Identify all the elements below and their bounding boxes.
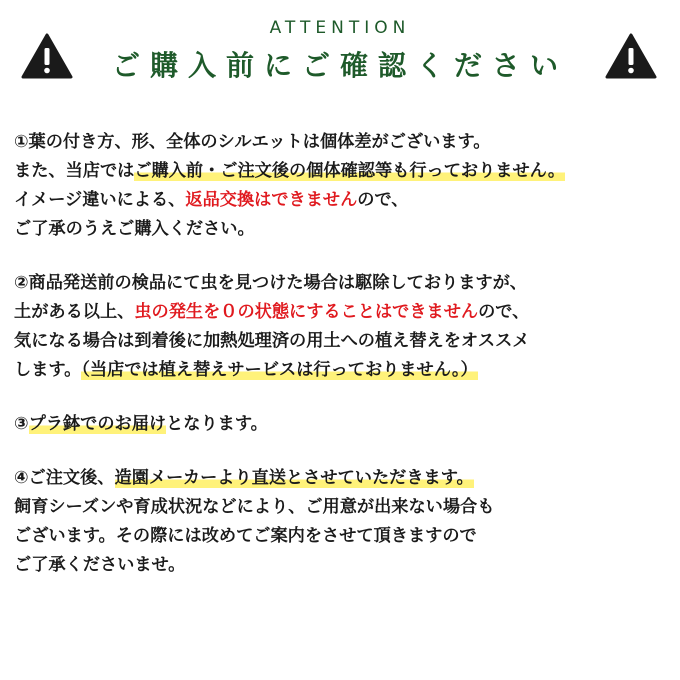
notice-content (14, 128, 670, 605)
notice-line (14, 551, 670, 580)
notice-line (14, 128, 670, 157)
attention-header (0, 0, 680, 100)
notice-section-1 (14, 128, 670, 244)
highlighted-text: でのお届け (80, 414, 167, 434)
notice-text: イメージ違いによる、 (14, 190, 186, 210)
notice-section-3 (14, 410, 670, 439)
notice-text: ④ご注文後、 (14, 468, 115, 488)
highlighted-text: （当店では植え替えサービスは行っておりません。） (81, 360, 478, 380)
notice-text: また、当店では (14, 161, 135, 181)
notice-line (14, 186, 670, 215)
red-warning-text: 虫の発生を０の状態にすることはできません (134, 302, 479, 322)
warning-icon (604, 32, 658, 80)
notice-text: 気になる場合は到着後に加熱処理済の用土への植え替えをオススメ (14, 331, 530, 351)
notice-text: ①葉の付き方、形、全体のシルエットは個体差がございます。 (14, 132, 491, 152)
notice-line (14, 215, 670, 244)
notice-text: ③ (14, 414, 29, 434)
notice-line (14, 157, 670, 186)
highlighted-text: ご購入前・ご注文後の個体確認等も行っておりません。 (134, 161, 566, 181)
notice-text: 飼育シーズンや育成状況などにより、ご用意が出来ない場合も (14, 497, 495, 517)
notice-line (14, 298, 670, 327)
notice-text: ご了承のうえご購入ください。 (14, 219, 255, 239)
highlighted-text: プラ鉢 (28, 414, 81, 434)
notice-text: ございます。その際には改めてご案内をさせて頂きますので (14, 526, 477, 546)
notice-line (14, 356, 670, 385)
notice-line (14, 493, 670, 522)
notice-text: ので、 (478, 302, 530, 322)
notice-text: となります。 (166, 414, 268, 434)
notice-text: します。 (14, 360, 82, 380)
red-warning-text: 返品交換はできません (185, 190, 358, 210)
notice-line (14, 522, 670, 551)
notice-text: ご了承くださいませ。 (14, 555, 186, 575)
notice-line (14, 410, 670, 439)
notice-section-2 (14, 269, 670, 385)
notice-line (14, 327, 670, 356)
notice-text: 土がある以上、 (14, 302, 135, 322)
notice-line (14, 464, 670, 493)
highlighted-text: 造園メーカーより直送とさせていただきます。 (114, 468, 474, 488)
attention-label: ATTENTION (269, 18, 411, 38)
notice-text: ので、 (357, 190, 409, 210)
notice-line (14, 269, 670, 298)
notice-section-4 (14, 464, 670, 580)
page-title: ご購入前にご確認ください (111, 49, 568, 82)
notice-text: ②商品発送前の検品にて虫を見つけた場合は駆除しておりますが、 (14, 273, 527, 293)
